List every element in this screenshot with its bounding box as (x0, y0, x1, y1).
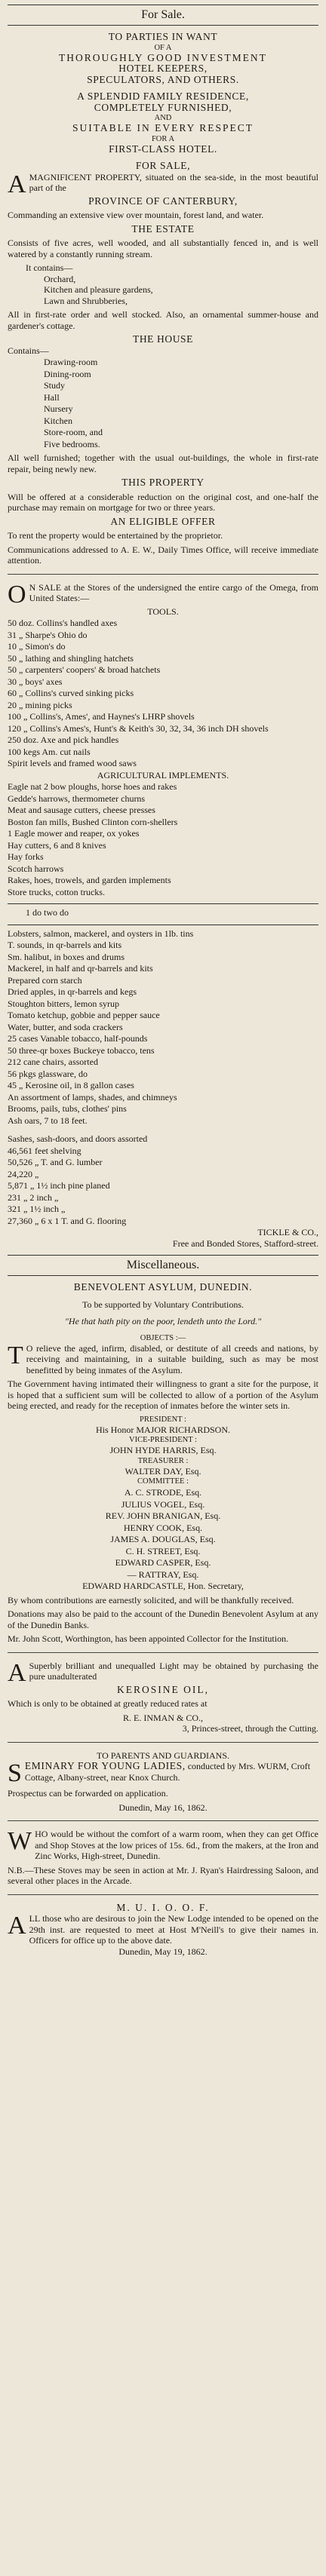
tool-item: 20 „ mining picks (8, 699, 72, 710)
grocery-item: Dried apples, in qr-barrels and kegs (8, 986, 137, 997)
hotel-line-9: SUITABLE IN EVERY RESPECT (72, 122, 254, 133)
room-item: Nursery (44, 403, 73, 414)
committee-member: A. C. STRODE, Esq. (124, 1487, 202, 1498)
hotel-line-7: COMPLETELY FURNISHED, (94, 101, 232, 113)
hotel-p1-text: MAGNIFICENT PROPERTY, situated on the sea-side, in the most beautiful part of the (29, 171, 318, 193)
agri-item: Boston fan mills, Bushed Clinton corn-shellers (8, 816, 178, 827)
grocery-item: Water, butter, and soda crackers (8, 1021, 123, 1032)
hotel-line-8: AND (154, 114, 172, 122)
grocery-item: 50 three-qr boxes Buckeye tobacco, tens (8, 1044, 155, 1056)
seminary-heading-row (8, 1761, 318, 1785)
agri-item: Eagle nat 2 bow ploughs, horse hoes and rakes (8, 781, 177, 792)
rooms-list (8, 357, 318, 449)
tool-item: 31 „ Sharpe's Ohio do (8, 629, 88, 640)
committee-member: REV. JOHN BRANIGAN, Esq. (105, 1510, 221, 1521)
committee-member: JULIUS VOGEL, Esq. (121, 1498, 205, 1510)
section-heading-miscellaneous: Miscellaneous. (8, 1255, 318, 1276)
divider (8, 903, 318, 904)
grocery-item: Lobsters, salmon, mackerel, and oysters in 1lb. tins (8, 928, 194, 939)
hotel-line-4: HOTEL KEEPERS, (118, 63, 208, 74)
goods-intro-text: N SALE at the Stores of the undersigned the entire cargo of the Omega, from United States:— (29, 581, 318, 603)
room-item: Hall (44, 391, 60, 403)
asylum-motto: "He that hath pity on the poor, lendeth unto the Lord." (64, 1316, 262, 1326)
timber-item: 24,220 „ (8, 1168, 39, 1179)
president-name: His Honor MAJOR RICHARDSON. (95, 1424, 231, 1435)
hotel-province: PROVINCE OF CANTERBURY, (88, 195, 238, 207)
committee-heading: COMMITTEE : (137, 1477, 189, 1486)
hotel-line-5: SPECULATORS, AND OTHERS. (87, 73, 239, 85)
tool-item: 60 „ Collins's curved sinking picks (8, 688, 134, 698)
hotel-paragraph-5: All well furnished; together with the usual out-buildings, the whole in first-rate repair, being newly new. (8, 452, 318, 474)
contains-label: It contains— (26, 262, 73, 273)
tool-item: 50 „ lathing and shingling hatchets (8, 652, 134, 664)
grocery-item: 25 cases Vanable tobacco, half-pounds (8, 1033, 148, 1044)
divider (8, 574, 318, 575)
treasurer-name: WALTER DAY, Esq. (125, 1465, 201, 1477)
seminary-line-1: TO PARENTS AND GUARDIANS. (96, 1750, 230, 1761)
vice-president-name: JOHN HYDE HARRIS, Esq. (109, 1445, 217, 1455)
contains-item: Kitchen and pleasure gardens, (44, 284, 153, 295)
asylum-paragraph-2: The Government having intimated their willingness to grant a site for the purpose, it is hoped that a sufficient sum will be collected to allow of a portion of the Asylum being erected, and ready for the reception of inmates before the winter sets in. (8, 1378, 318, 1411)
vice-president-heading: VICE-PRESIDENT : (129, 1436, 197, 1444)
agri-item: 1 Eagle mower and reaper, ox yokes (8, 828, 140, 839)
president-heading: PRESIDENT : (140, 1415, 186, 1424)
hotel-paragraph-4: All in first-rate order and well stocked. Also, an ornamental summer-house and gardener's cottage. (8, 309, 318, 331)
room-item: Study (44, 380, 66, 391)
house-heading: THE HOUSE (132, 333, 194, 345)
grocery-item: T. sounds, in qr-barrels and kits (8, 940, 122, 950)
grocery-item: An assortment of lamps, shades, and chimneys (8, 1091, 177, 1102)
asylum-paragraph-1 (8, 1343, 318, 1376)
agri-item: Store trucks, cotton trucks. (8, 886, 105, 897)
divider (8, 1894, 318, 1895)
hotel-line-3: THOROUGHLY GOOD INVESTMENT (59, 51, 267, 63)
hotel-advertisement (8, 32, 318, 566)
asylum-paragraph-3: By whom contributions are earnestly solicited, and will be thankfully received. (8, 1594, 294, 1605)
committee-member: C. H. STREET, Esq. (125, 1545, 201, 1556)
room-item: Store-room, and (44, 427, 103, 437)
timber-item: 46,561 feet shelving (8, 1145, 82, 1156)
drop-cap: A (8, 170, 26, 198)
tool-item: 10 „ Simon's do (8, 641, 66, 652)
committee-member: HENRY COOK, Esq. (123, 1522, 203, 1533)
contains-item: Lawn and Shrubberies, (44, 295, 128, 306)
grocery-item: Prepared corn starch (8, 974, 82, 986)
asylum-support: To be supported by Voluntary Contributions. (82, 1299, 244, 1310)
timber-list (8, 1133, 318, 1226)
grocery-item: Ash oars, 7 to 18 feet. (8, 1115, 88, 1126)
agri-item: Rakes, hoes, trowels, and garden implements (8, 875, 171, 885)
goods-signature: TICKLE & CO., (257, 1227, 318, 1237)
hotel-paragraph-8: Communications addressed to A. E. W., Daily Times Office, will receive immediate attention. (8, 544, 318, 566)
stoves-advertisement (8, 1829, 318, 1887)
timber-item: 231 „ 2 inch „ (8, 1191, 59, 1203)
tool-item: 100 kegs Am. cut nails (8, 746, 91, 757)
tool-item: 30 „ boys' axes (8, 676, 63, 687)
grocery-item: Sm. halibut, in boxes and drums (8, 951, 125, 962)
drop-cap: T (8, 1341, 23, 1369)
groceries-list (8, 928, 318, 1127)
hotel-line-1: TO PARTIES IN WANT (108, 31, 218, 42)
tool-item: 250 doz. Axe and pick handles (8, 734, 119, 745)
grocery-item: Mackerel, in half and qr-barrels and kits (8, 963, 153, 974)
room-item: Kitchen (44, 415, 72, 426)
drop-cap: A (8, 1658, 26, 1687)
stoves-p1-text: HO would be without the comfort of a warm room, when they can get Office and Shop Stoves at the low prices of 15s. 6d., from the makers, at the Iron and Zinc Works, High-street, Dunedin. (35, 1829, 319, 1861)
hotel-line-2: OF A (154, 43, 172, 52)
stoves-paragraph-1 (8, 1829, 318, 1862)
agri-item: Hay forks (8, 851, 44, 862)
agricultural-heading: AGRICULTURAL IMPLEMENTS. (97, 769, 229, 780)
tools-heading: TOOLS. (147, 606, 179, 617)
kerosine-p1-text: Superbly brilliant and unequalled Light may be obtained by purchasing the pure unadulterated (29, 1660, 318, 1682)
grocery-item: Brooms, pails, tubs, clothes' pins (8, 1103, 127, 1114)
tools-list (8, 618, 318, 769)
goods-address: Free and Bonded Stores, Stafford-street. (172, 1237, 318, 1249)
grocery-item: 212 cane chairs, assorted (8, 1056, 98, 1067)
committee-member: EDWARD CASPER, Esq. (115, 1557, 211, 1568)
drop-cap: A (8, 1912, 26, 1940)
asylum-paragraph-4: Donations may also be paid to the account of the Dunedin Benevolent Asylum at any of the Dunedin Banks. (8, 1608, 318, 1630)
lodge-advertisement (8, 1903, 318, 1958)
hotel-paragraph-2: Commanding an extensive view over mountain, forest land, and water. (8, 210, 264, 220)
hotel-paragraph-1 (8, 172, 318, 196)
kerosine-paragraph-1 (8, 1658, 318, 1687)
tool-item: 100 „ Collins's, Ames', and Haynes's LHRP shovels (8, 711, 195, 722)
grocery-item: 45 „ Kerosine oil, in 8 gallon cases (8, 1080, 134, 1090)
stoves-paragraph-2: N.B.—These Stoves may be seen in action at Mr. J. Ryan's Hairdressing Saloon, and several other places in the Arcade. (8, 1864, 318, 1886)
room-item: Dining-room (44, 368, 91, 379)
kerosine-heading: KEROSINE OIL, (117, 1683, 209, 1695)
lodge-paragraph-1 (8, 1913, 318, 1946)
timber-item: 50,526 „ T. and G. lumber (8, 1157, 103, 1167)
asylum-objects-heading: OBJECTS :— (140, 1333, 186, 1342)
divider (8, 1652, 318, 1653)
divider (8, 1820, 318, 1821)
agri-item: Scotch harrows (8, 863, 64, 874)
drop-cap: W (8, 1827, 32, 1855)
hotel-line-6: A SPLENDID FAMILY RESIDENCE, (77, 90, 249, 102)
asylum-p1-text: O relieve the aged, infirm, disabled, or destitute of all creeds and nations, by receiving and maintaining, in a suitable building, such as may be most benefitted by being inmates of the Asylum. (26, 1342, 318, 1375)
seminary-heading: EMINARY FOR YOUNG LADIES, (24, 1760, 186, 1771)
timber-item: 27,360 „ 6 x 1 T. and G. flooring (8, 1215, 127, 1226)
committee-list (8, 1487, 318, 1580)
lodge-p1-text: LL those who are desirous to join the New Lodge intended to be opened on the 29th inst. are requested to meet at Host M'Neill's to give their names in. Officers for office up to the above date. (29, 1913, 318, 1946)
tool-item: 50 doz. Collins's handled axes (8, 618, 118, 628)
agricultural-list (8, 781, 318, 897)
property-heading: THIS PROPERTY (121, 477, 205, 488)
agri-item: Gedde's harrows, thermometer churns (8, 793, 146, 804)
kerosine-paragraph-2: Which is only to be obtained at greatly reduced rates at (8, 1698, 208, 1709)
contains-item: Orchard, (44, 273, 76, 284)
asylum-advertisement (8, 1282, 318, 1645)
offer-heading: AN ELIGIBLE OFFER (110, 515, 216, 527)
ditto-line: 1 do two do (26, 907, 69, 918)
contains-label-2: Contains— (8, 345, 49, 356)
tool-item: 50 „ carpenters' coopers' & broad hatchets (8, 664, 161, 675)
asylum-title: BENEVOLENT ASYLUM, DUNEDIN. (73, 1281, 253, 1293)
lodge-heading: M. U. I. O. O. F. (116, 1901, 210, 1913)
room-item: Five bedrooms. (44, 438, 100, 449)
treasurer-heading: TREASURER : (137, 1456, 189, 1465)
goods-intro (8, 580, 318, 609)
asylum-paragraph-5: Mr. John Scott, Worthington, has been appointed Collector for the Institution. (8, 1633, 289, 1644)
kerosine-address: 3, Princes-street, through the Cutting. (182, 1723, 318, 1734)
tool-item: 120 „ Collins's Ames's, Hunt's & Keith's 30, 32, 34, 36 inch DH shovels (8, 722, 269, 734)
kerosine-advertisement (8, 1658, 318, 1734)
agri-item: Hay cutters, 6 and 8 knives (8, 839, 106, 851)
hotel-line-10: FOR A (151, 134, 175, 143)
hotel-line-11: FIRST-CLASS HOTEL. (109, 143, 217, 155)
timber-item: 321 „ 1½ inch „ (8, 1204, 66, 1214)
drop-cap: S (8, 1759, 22, 1787)
hotel-line-12: FOR SALE, (135, 160, 191, 171)
kerosine-signature: R. E. INMAN & CO., (122, 1712, 203, 1723)
lodge-date: Dunedin, May 19, 1862. (118, 1946, 208, 1957)
tool-item: Spirit levels and framed wood saws (8, 758, 137, 768)
secretary-name: EDWARD HARDCASTLE, Hon. Secretary, (82, 1581, 244, 1591)
seminary-date: Dunedin, May 16, 1862. (118, 1802, 208, 1813)
divider (8, 1742, 318, 1743)
room-item: Drawing-room (44, 357, 98, 367)
seminary-p1-text: conducted by Mrs. WURM, Croft Cottage, Albany-street, near Knox Church. (24, 1761, 311, 1783)
timber-item: 5,871 „ 1½ inch pine planed (8, 1180, 110, 1191)
estate-heading: THE ESTATE (131, 222, 195, 235)
hotel-paragraph-6: Will be offered at a considerable reduction on the original cost, and one-half the purchase may remain on mortgage for two or three years. (8, 491, 318, 513)
drop-cap: O (8, 580, 26, 609)
grocery-item: 56 pkgs glassware, do (8, 1068, 88, 1079)
committee-member: JAMES A. DOUGLAS, Esq. (110, 1534, 216, 1544)
hotel-paragraph-7: To rent the property would be entertained by the proprietor. (8, 530, 223, 541)
section-heading-for-sale: For Sale. (8, 5, 318, 26)
seminary-paragraph-2: Prospectus can be forwarded on application. (8, 1788, 168, 1799)
agri-item: Meat and sausage cutters, cheese presses (8, 805, 155, 815)
grocery-item: Stoughton bitters, lemon syrup (8, 998, 119, 1009)
grocery-item: Tomato ketchup, gobbie and pepper sauce (8, 1010, 160, 1020)
timber-item: Sashes, sash-doors, and doors assorted (8, 1133, 148, 1144)
hotel-paragraph-3: Consists of five acres, well wooded, and all substantially fenced in, and is well watered by a constantly running stream. (8, 238, 318, 259)
seminary-advertisement (8, 1750, 318, 1814)
goods-advertisement (8, 582, 318, 1250)
committee-member: — RATTRAY, Esq. (127, 1569, 199, 1580)
